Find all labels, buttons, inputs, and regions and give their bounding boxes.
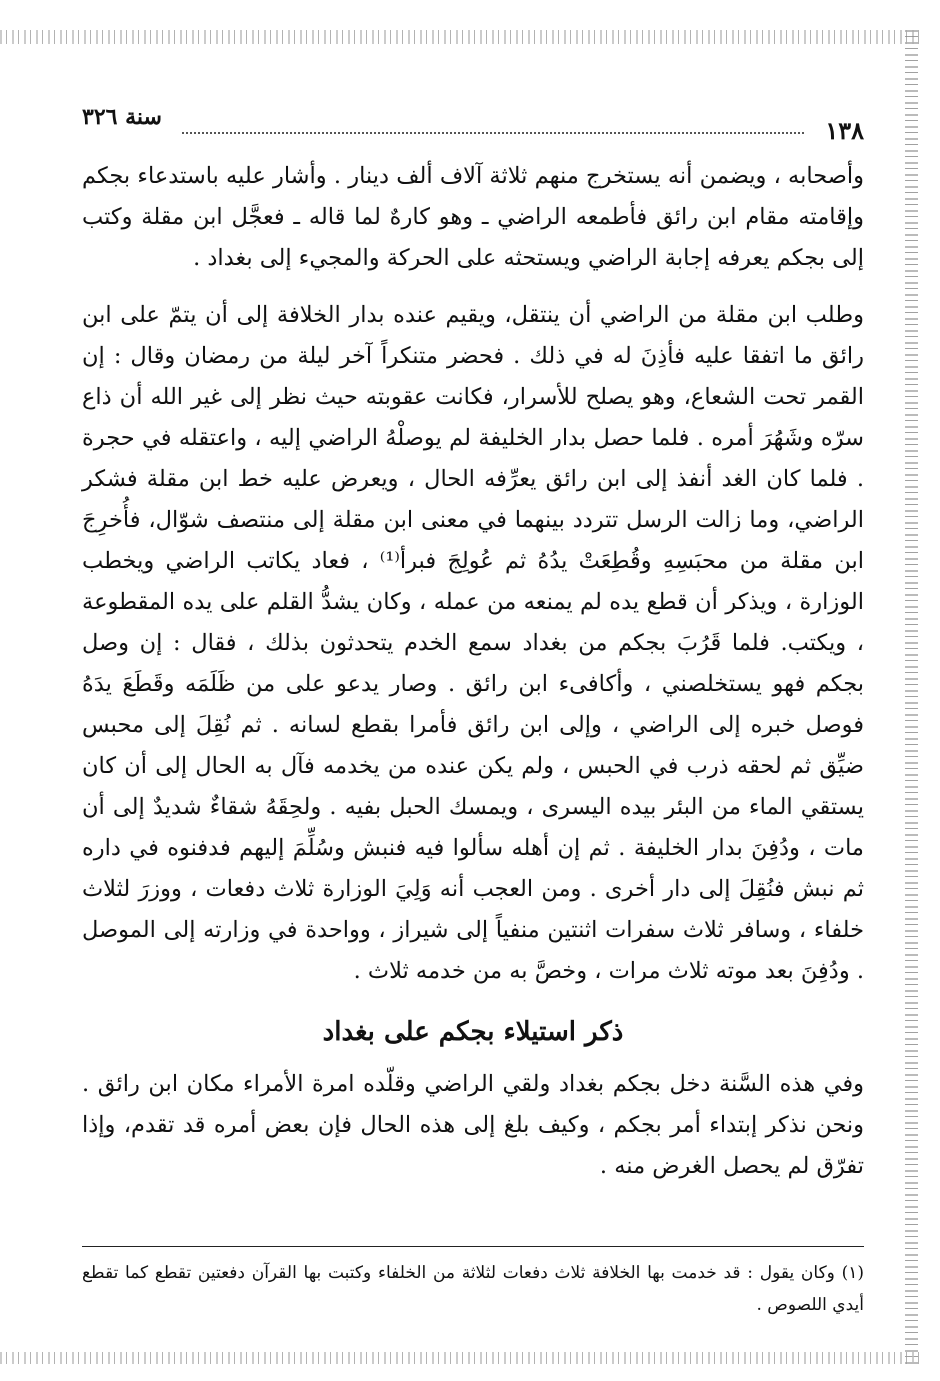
main-text — [82, 156, 864, 1187]
section-heading: ذكر استيلاء بجكم على بغداد — [322, 1017, 624, 1047]
ornamental-border-bottom — [0, 1352, 920, 1364]
footnote: (١) وكان يقول : قد خدمت بها الخلافة ثلاث دفعات لثلاثة من الخلفاء وكتبت بها القرآن دفعتين تقطع كما تقطع أيدي اللصوص . — [82, 1263, 864, 1315]
footnotes — [82, 1246, 864, 1321]
running-title: سنة ٣٢٦ — [82, 104, 162, 130]
ornamental-border-top — [0, 30, 920, 44]
footnote-divider — [82, 1246, 864, 1247]
page-header — [82, 104, 864, 148]
page-number: ١٣٨ — [825, 116, 864, 145]
ornamental-border-right — [905, 30, 918, 1364]
header-dotted-rule — [182, 132, 804, 134]
paragraph: وطلب ابن مقلة من الراضي أن ينتقل، ويقيم عنده بدار الخلافة إلى أن يتمّ على ابن رائق ما اتفقا عليه فأذِنَ له في ذلك . فحضر متنكراً آخر ليلة من رمضان وقال : إن القمر تحت الشعاع، وهو يصلح للأسرار، فكانت عقوبته حيث نظر إلى غير الله أن ذاع سرّه وشَهُرَ أمره . فلما حصل بدار الخليفة لم يوصلْهُ الراضي إليه ، واعتقله في حجرة . فلما كان الغد أنفذ إلى ابن رائق يعرِّفه الحال ، ويعرض عليه خط ابن مقلة فشكر الراضي، وما زالت الرسل تتردد بينهما في معنى ابن مقلة إلى منتصف شوّال، فأُخرِجَ ابن مقلة من محبَسِهِ وقُطِعَتْ يدُهُ ثم عُولِجَ فبرأ⁽¹⁾ ، فعاد يكاتب الراضي ويخطب الوزارة ، ويذكر أن قطع يده لم يمنعه من عمله ، وكان يشدُّ القلم على يده المقطوعة ، ويكتب. فلما قَرُبَ بجكم من بغداد سمع الخدم يتحدثون بذلك ، فقال : إن وصل بجكم فهو يستخلصني ، وأكافىء ابن رائق . وصار يدعو على من ظَلَمَه وقَطَعَ يدَهُ فوصل خبره إلى الراضي ، وإلى ابن رائق فأمرا بقطع لسانه . ثم نُقِلَ إلى محبس ضيِّق ثم لحقه ذرب في الحبس ، ولم يكن عنده من يخدمه فآل به الحال إلى أن كان يستقي الماء من البئر بيده اليسرى ، ويمسك الحبل بفيه . ولحِقَهُ شقاءٌ شديدٌ إلى أن مات ، ودُفِنَ بدار الخليفة . ثم إن أهله سألوا فيه فنبش وسُلِّمَ إليهم فدفنوه في داره ثم نبش فنُقِلَ إلى دار أخرى . ومن العجب أنه وَلِيَ الوزارة ثلاث دفعات ، ووزرَ لثلاث خلفاء ، وسافر ثلاث سفرات اثنتين منفياً إلى شيراز ، وواحدة في وزارته إلى الموصل . ودُفِنَ بعد موته ثلاث مرات ، وخصَّ به من خدمه ثلاث . — [82, 302, 864, 984]
paragraph: وأصحابه ، ويضمن أنه يستخرج منهم ثلاثة آلاف ألف دينار . وأشار عليه باستدعاء بجكم وإقامته مقام ابن رائق فأطمعه الراضي ـ وهو كارهٌ لما قاله ـ فعجَّل ابن مقلة وكتب إلى بجكم يعرفه إجابة الراضي ويستحثه على الحركة والمجيء إلى بغداد . — [82, 163, 864, 271]
paragraph: وفي هذه السَّنة دخل بجكم بغداد ولقي الراضي وقلّده امرة الأمراء مكان ابن رائق . ونحن نذكر إبتداء أمر بجكم ، وكيف بلغ إلى هذه الحال فإن بعض أمره قد تقدم، وإذا تفرّق لم يحصل الغرض منه . — [82, 1071, 864, 1179]
